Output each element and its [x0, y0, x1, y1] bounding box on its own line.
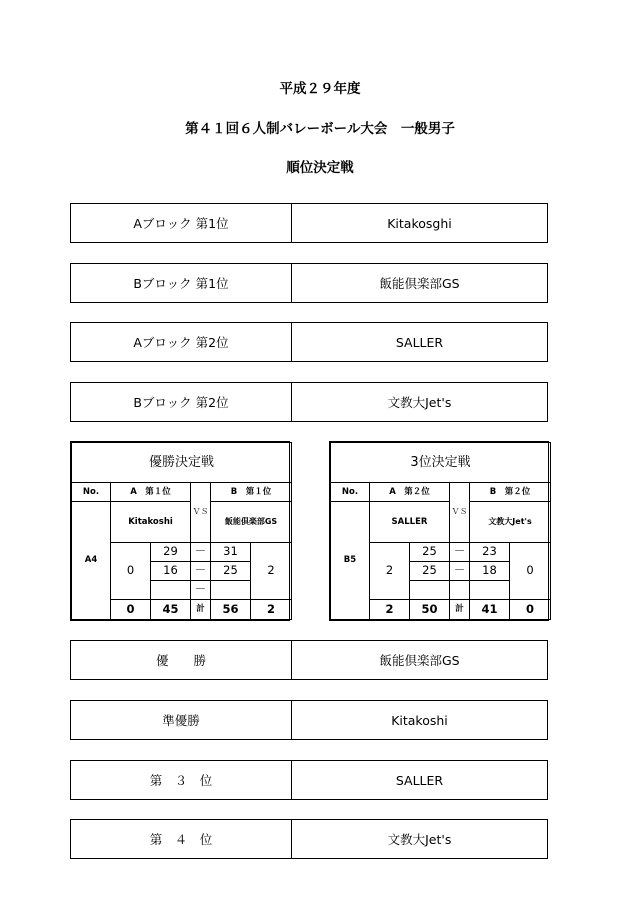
- seed-team: 文教大Jet's: [387, 395, 452, 410]
- no-header: No.: [331, 483, 370, 502]
- result-label: 第 ３ 位: [71, 761, 292, 799]
- total-label: 計: [450, 599, 470, 619]
- seed-label: Aブロック 第1位: [71, 204, 292, 242]
- match-title: 3位決定戦: [331, 443, 551, 483]
- result-row-champion: [70, 640, 548, 680]
- seed-team: SALLER: [395, 334, 444, 350]
- seed-row-a2: [70, 322, 548, 362]
- team-b-name: 文教大Jet's: [470, 502, 551, 542]
- set-score-b: [211, 580, 251, 599]
- set-score-a: 29: [151, 542, 191, 561]
- seed-label: Bブロック 第1位: [71, 264, 292, 302]
- set-score-b: 31: [211, 542, 251, 561]
- sets-won-a: 0: [111, 542, 151, 599]
- result-label: 優 勝: [71, 641, 292, 679]
- sets-won-a: 2: [370, 542, 410, 599]
- total-points-b: 56: [211, 599, 251, 619]
- side-b-header: B 第２位: [470, 483, 551, 502]
- match-title: 優勝決定戦: [72, 443, 292, 483]
- result-label: 第 ４ 位: [71, 820, 292, 858]
- doc-tournament-title: 第４１回６人制バレーボール大会 一般男子: [185, 121, 455, 137]
- total-points-b: 41: [470, 599, 510, 619]
- total-points-a: 50: [410, 599, 450, 619]
- set-dash: －: [191, 580, 211, 599]
- vs-label: ＶＳ: [191, 483, 211, 542]
- team-a-name: Kitakoshi: [111, 502, 191, 542]
- result-label: 準優勝: [71, 701, 292, 739]
- result-row-fourth: [70, 819, 548, 859]
- set-dash: －: [450, 561, 470, 580]
- set-score-b: 18: [470, 561, 510, 580]
- set-score-a: 25: [410, 561, 450, 580]
- set-score-b: 25: [211, 561, 251, 580]
- total-points-a: 45: [151, 599, 191, 619]
- side-a-header: A 第２位: [370, 483, 450, 502]
- result-team: Kitakoshi: [391, 712, 448, 728]
- match-number: B5: [331, 502, 370, 620]
- no-header: No.: [72, 483, 111, 502]
- seed-row-a1: [70, 203, 548, 243]
- side-a-header: A 第１位: [111, 483, 191, 502]
- side-b-header: B 第１位: [211, 483, 292, 502]
- final-match-table: [70, 441, 290, 621]
- team-b-name: 飯能倶楽部GS: [211, 502, 292, 542]
- total-sets-b: 0: [510, 599, 551, 619]
- seed-row-b2: [70, 382, 548, 422]
- set-dash: [450, 580, 470, 599]
- seed-label: Aブロック 第2位: [71, 323, 292, 361]
- total-sets-a: 0: [111, 599, 151, 619]
- sets-won-b: 2: [251, 542, 292, 599]
- set-score-a: [410, 580, 450, 599]
- set-dash: －: [450, 542, 470, 561]
- result-row-third: [70, 760, 548, 800]
- set-dash: －: [191, 542, 211, 561]
- match-number: A4: [72, 502, 111, 620]
- result-team: 飯能倶楽部GS: [379, 653, 460, 668]
- total-sets-a: 2: [370, 599, 410, 619]
- set-score-a: 25: [410, 542, 450, 561]
- doc-year-title: 平成２９年度: [279, 81, 361, 97]
- total-sets-b: 2: [251, 599, 292, 619]
- result-row-runner-up: [70, 700, 548, 740]
- seed-team: Kitakosghi: [387, 215, 452, 231]
- total-label: 計: [191, 599, 211, 619]
- result-team: SALLER: [395, 772, 444, 788]
- third-place-match-table: [329, 441, 549, 621]
- sets-won-b: 0: [510, 542, 551, 599]
- set-score-b: [470, 580, 510, 599]
- result-team: 文教大Jet's: [387, 832, 452, 847]
- vs-label: ＶＳ: [450, 483, 470, 542]
- team-a-name: SALLER: [370, 502, 450, 542]
- seed-label: Bブロック 第2位: [71, 383, 292, 421]
- set-score-a: 16: [151, 561, 191, 580]
- set-dash: －: [191, 561, 211, 580]
- doc-section-title: 順位決定戦: [286, 160, 354, 176]
- seed-team: 飯能倶楽部GS: [379, 276, 460, 291]
- set-score-a: [151, 580, 191, 599]
- seed-row-b1: [70, 263, 548, 303]
- set-score-b: 23: [470, 542, 510, 561]
